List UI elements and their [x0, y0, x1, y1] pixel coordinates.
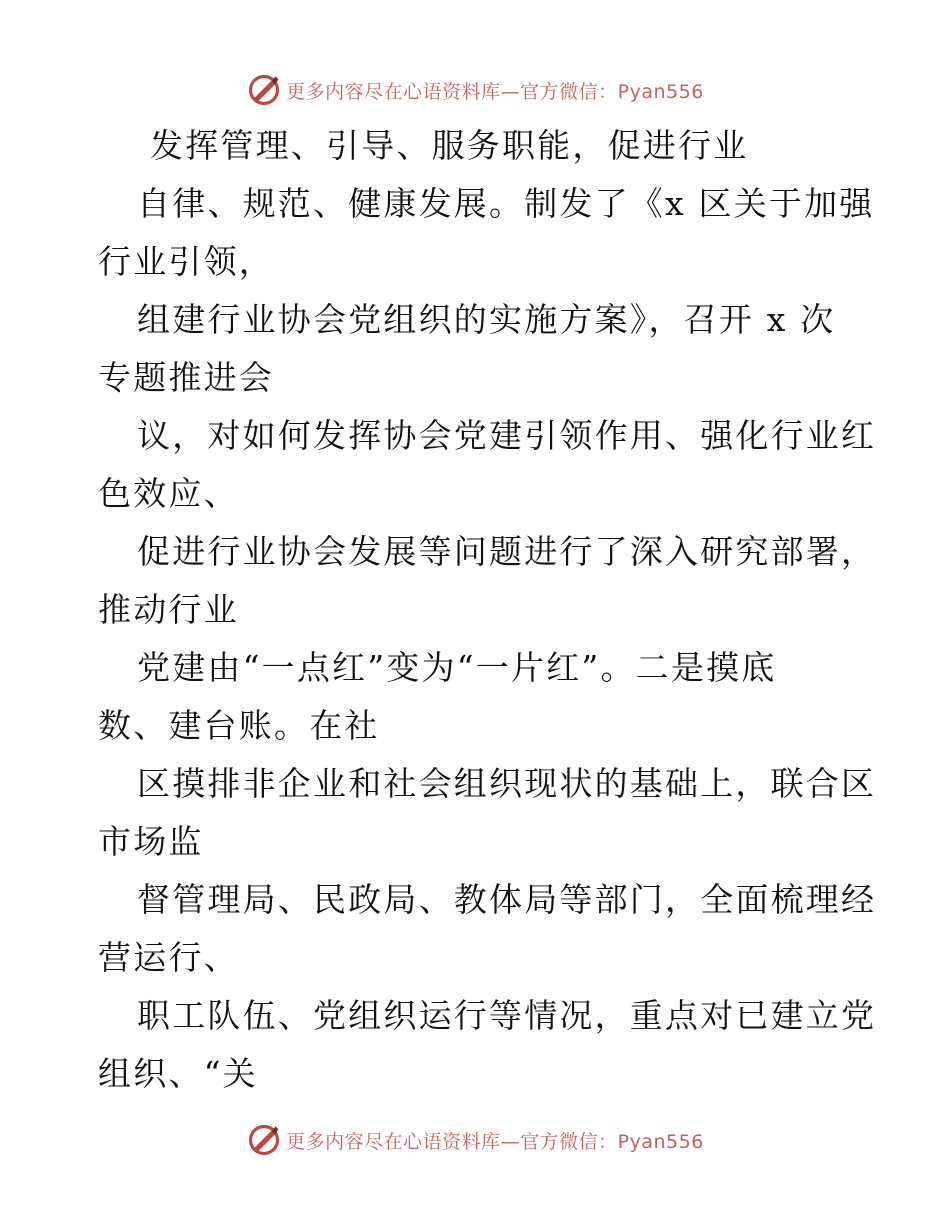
paragraph-line: 督管理局、民政局、教体局等部门，全面梳理经	[137, 880, 877, 919]
header-banner-text: 更多内容尽在心语资料库—官方微信：Pyan556	[286, 80, 704, 103]
paragraph-line: 专题推进会	[98, 358, 274, 397]
footer-banner	[0, 1120, 950, 1160]
paragraph-line: 组织、“关	[98, 1054, 258, 1093]
paragraph-line: 区摸排非企业和社会组织现状的基础上，联合区	[137, 764, 877, 803]
paragraph-line: 议，对如何发挥协会党建引领作用、强化行业红	[137, 416, 877, 455]
paragraph-line: 发挥管理、引导、服务职能，促进行业	[150, 126, 749, 165]
paragraph-line: 组建行业协会党组织的实施方案》，召开 x 次	[137, 300, 836, 339]
paragraph-line: 职工队伍、党组织运行等情况，重点对已建立党	[137, 996, 877, 1035]
paragraph-line: 党建由“一点红”变为“一片红”。二是摸底	[137, 648, 777, 687]
paragraph-line: 自律、规范、健康发展。制发了《x 区关于加强	[137, 184, 875, 223]
paragraph-line: 推动行业	[98, 590, 239, 629]
paragraph-line: 市场监	[98, 822, 204, 861]
paragraph-line: 色效应、	[98, 474, 239, 513]
pen-logo-icon	[246, 1122, 282, 1158]
paragraph-line: 营运行、	[98, 938, 239, 977]
paragraph-line: 行业引领，	[98, 242, 274, 281]
paragraph-line: 促进行业协会发展等问题进行了深入研究部署，	[137, 532, 877, 571]
paragraph-line: 数、建台账。在社	[98, 706, 380, 745]
footer-banner-text: 更多内容尽在心语资料库—官方微信：Pyan556	[286, 1130, 704, 1153]
